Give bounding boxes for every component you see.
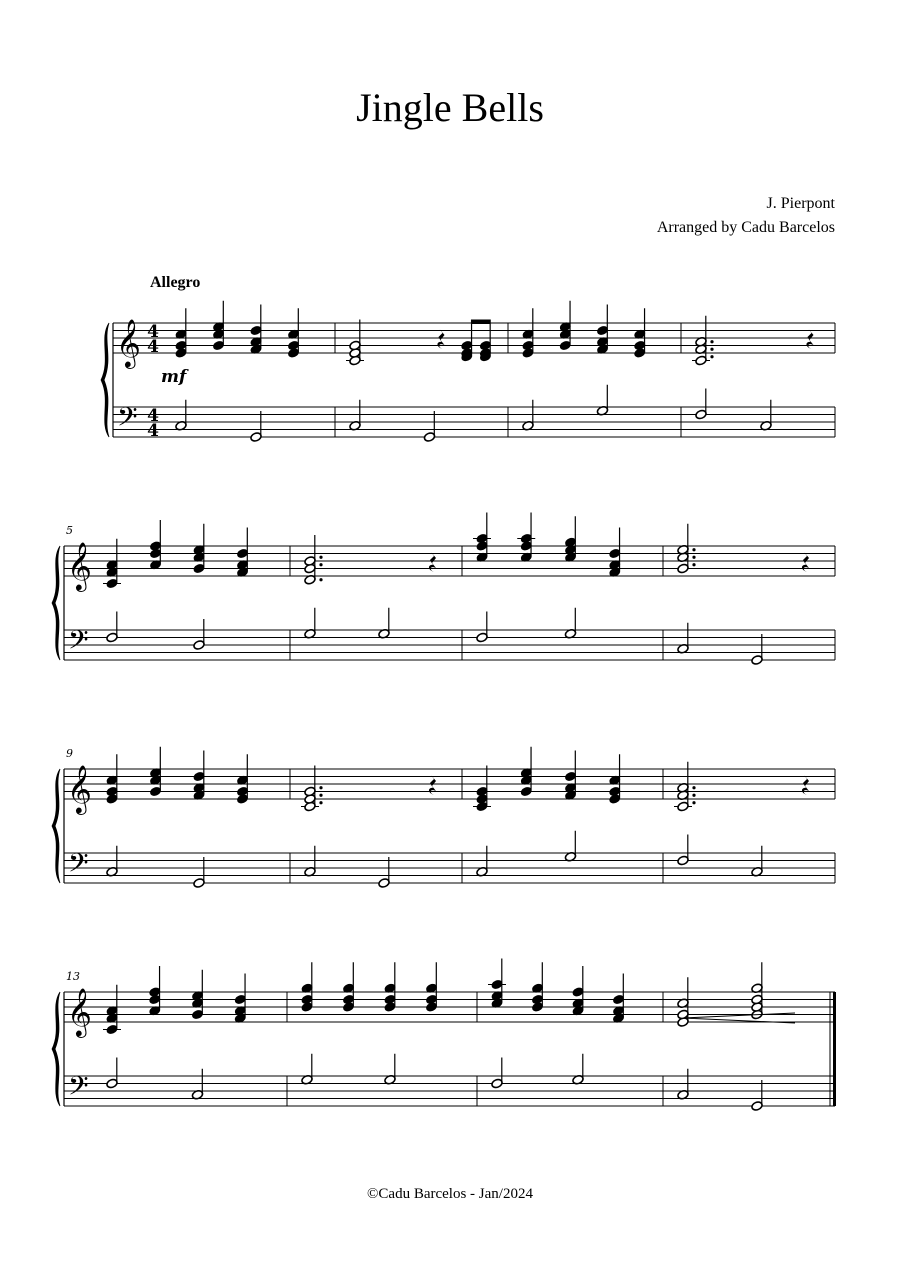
final-barline: [833, 992, 836, 1106]
augmentation-dot: [319, 801, 322, 804]
augmentation-dot: [692, 794, 695, 797]
treble-clef-icon: 𝄞: [67, 764, 92, 813]
bass-clef-icon: 𝄢: [117, 401, 138, 439]
score-title: Jingle Bells: [356, 85, 544, 130]
brace-icon: [52, 992, 60, 1106]
measure: [103, 520, 249, 650]
measure: [677, 524, 809, 666]
brace-icon: [52, 769, 60, 883]
time-signature: 4: [147, 421, 159, 441]
augmentation-dot: [319, 578, 322, 581]
bass-clef-icon: 𝄢: [68, 624, 89, 662]
measure: [473, 747, 621, 877]
time-signature: 4: [147, 322, 159, 342]
measure-number: 13: [66, 970, 80, 983]
measure: [674, 762, 809, 877]
bass-staff: [64, 1076, 835, 1106]
augmentation-dot: [692, 556, 695, 559]
augmentation-dot: [710, 355, 713, 358]
bass-staff: [64, 853, 835, 883]
tempo-marking: Allegro: [150, 274, 201, 291]
arranger-credit: Arranged by Cadu Barcelos: [656, 219, 835, 236]
augmentation-dot: [692, 548, 695, 551]
bass-staff: [64, 630, 835, 660]
augmentation-dot: [710, 348, 713, 351]
time-signature: 4: [147, 406, 159, 426]
beam: [472, 320, 491, 325]
measure: [522, 301, 646, 431]
augmentation-dot: [319, 786, 322, 789]
bass-clef-icon: 𝄢: [68, 1070, 89, 1108]
measure: [106, 747, 249, 889]
augmentation-dot: [692, 563, 695, 566]
augmentation-dot: [710, 340, 713, 343]
treble-staff: [64, 546, 835, 576]
measure: [677, 962, 795, 1111]
copyright-footer: ©Cadu Barcelos - Jan/2024: [367, 1186, 533, 1202]
augmentation-dot: [319, 563, 322, 566]
measure: [488, 959, 625, 1089]
measure: [175, 301, 300, 443]
treble-staff: [64, 992, 835, 1022]
measure: [692, 316, 814, 431]
dynamic-marking: mf: [161, 367, 187, 387]
time-signature: 4: [147, 337, 159, 357]
bass-staff: [113, 407, 835, 437]
measure-number: 5: [66, 524, 73, 537]
treble-clef-icon: 𝄞: [116, 318, 141, 367]
augmentation-dot: [692, 801, 695, 804]
brace-icon: [101, 323, 109, 437]
treble-clef-icon: 𝄞: [67, 987, 92, 1036]
treble-staff: [64, 769, 835, 799]
measure: [304, 535, 436, 639]
measure: [301, 962, 438, 1085]
treble-clef-icon: 𝄞: [67, 541, 92, 590]
augmentation-dot: [692, 786, 695, 789]
brace-icon: [52, 546, 60, 660]
augmentation-dot: [319, 556, 322, 559]
bass-clef-icon: 𝄢: [68, 847, 89, 885]
measure: [103, 966, 246, 1100]
composer-credit: J. Pierpont: [766, 195, 835, 212]
augmentation-dot: [319, 794, 322, 797]
measure-number: 9: [66, 747, 73, 760]
measure: [473, 513, 621, 643]
